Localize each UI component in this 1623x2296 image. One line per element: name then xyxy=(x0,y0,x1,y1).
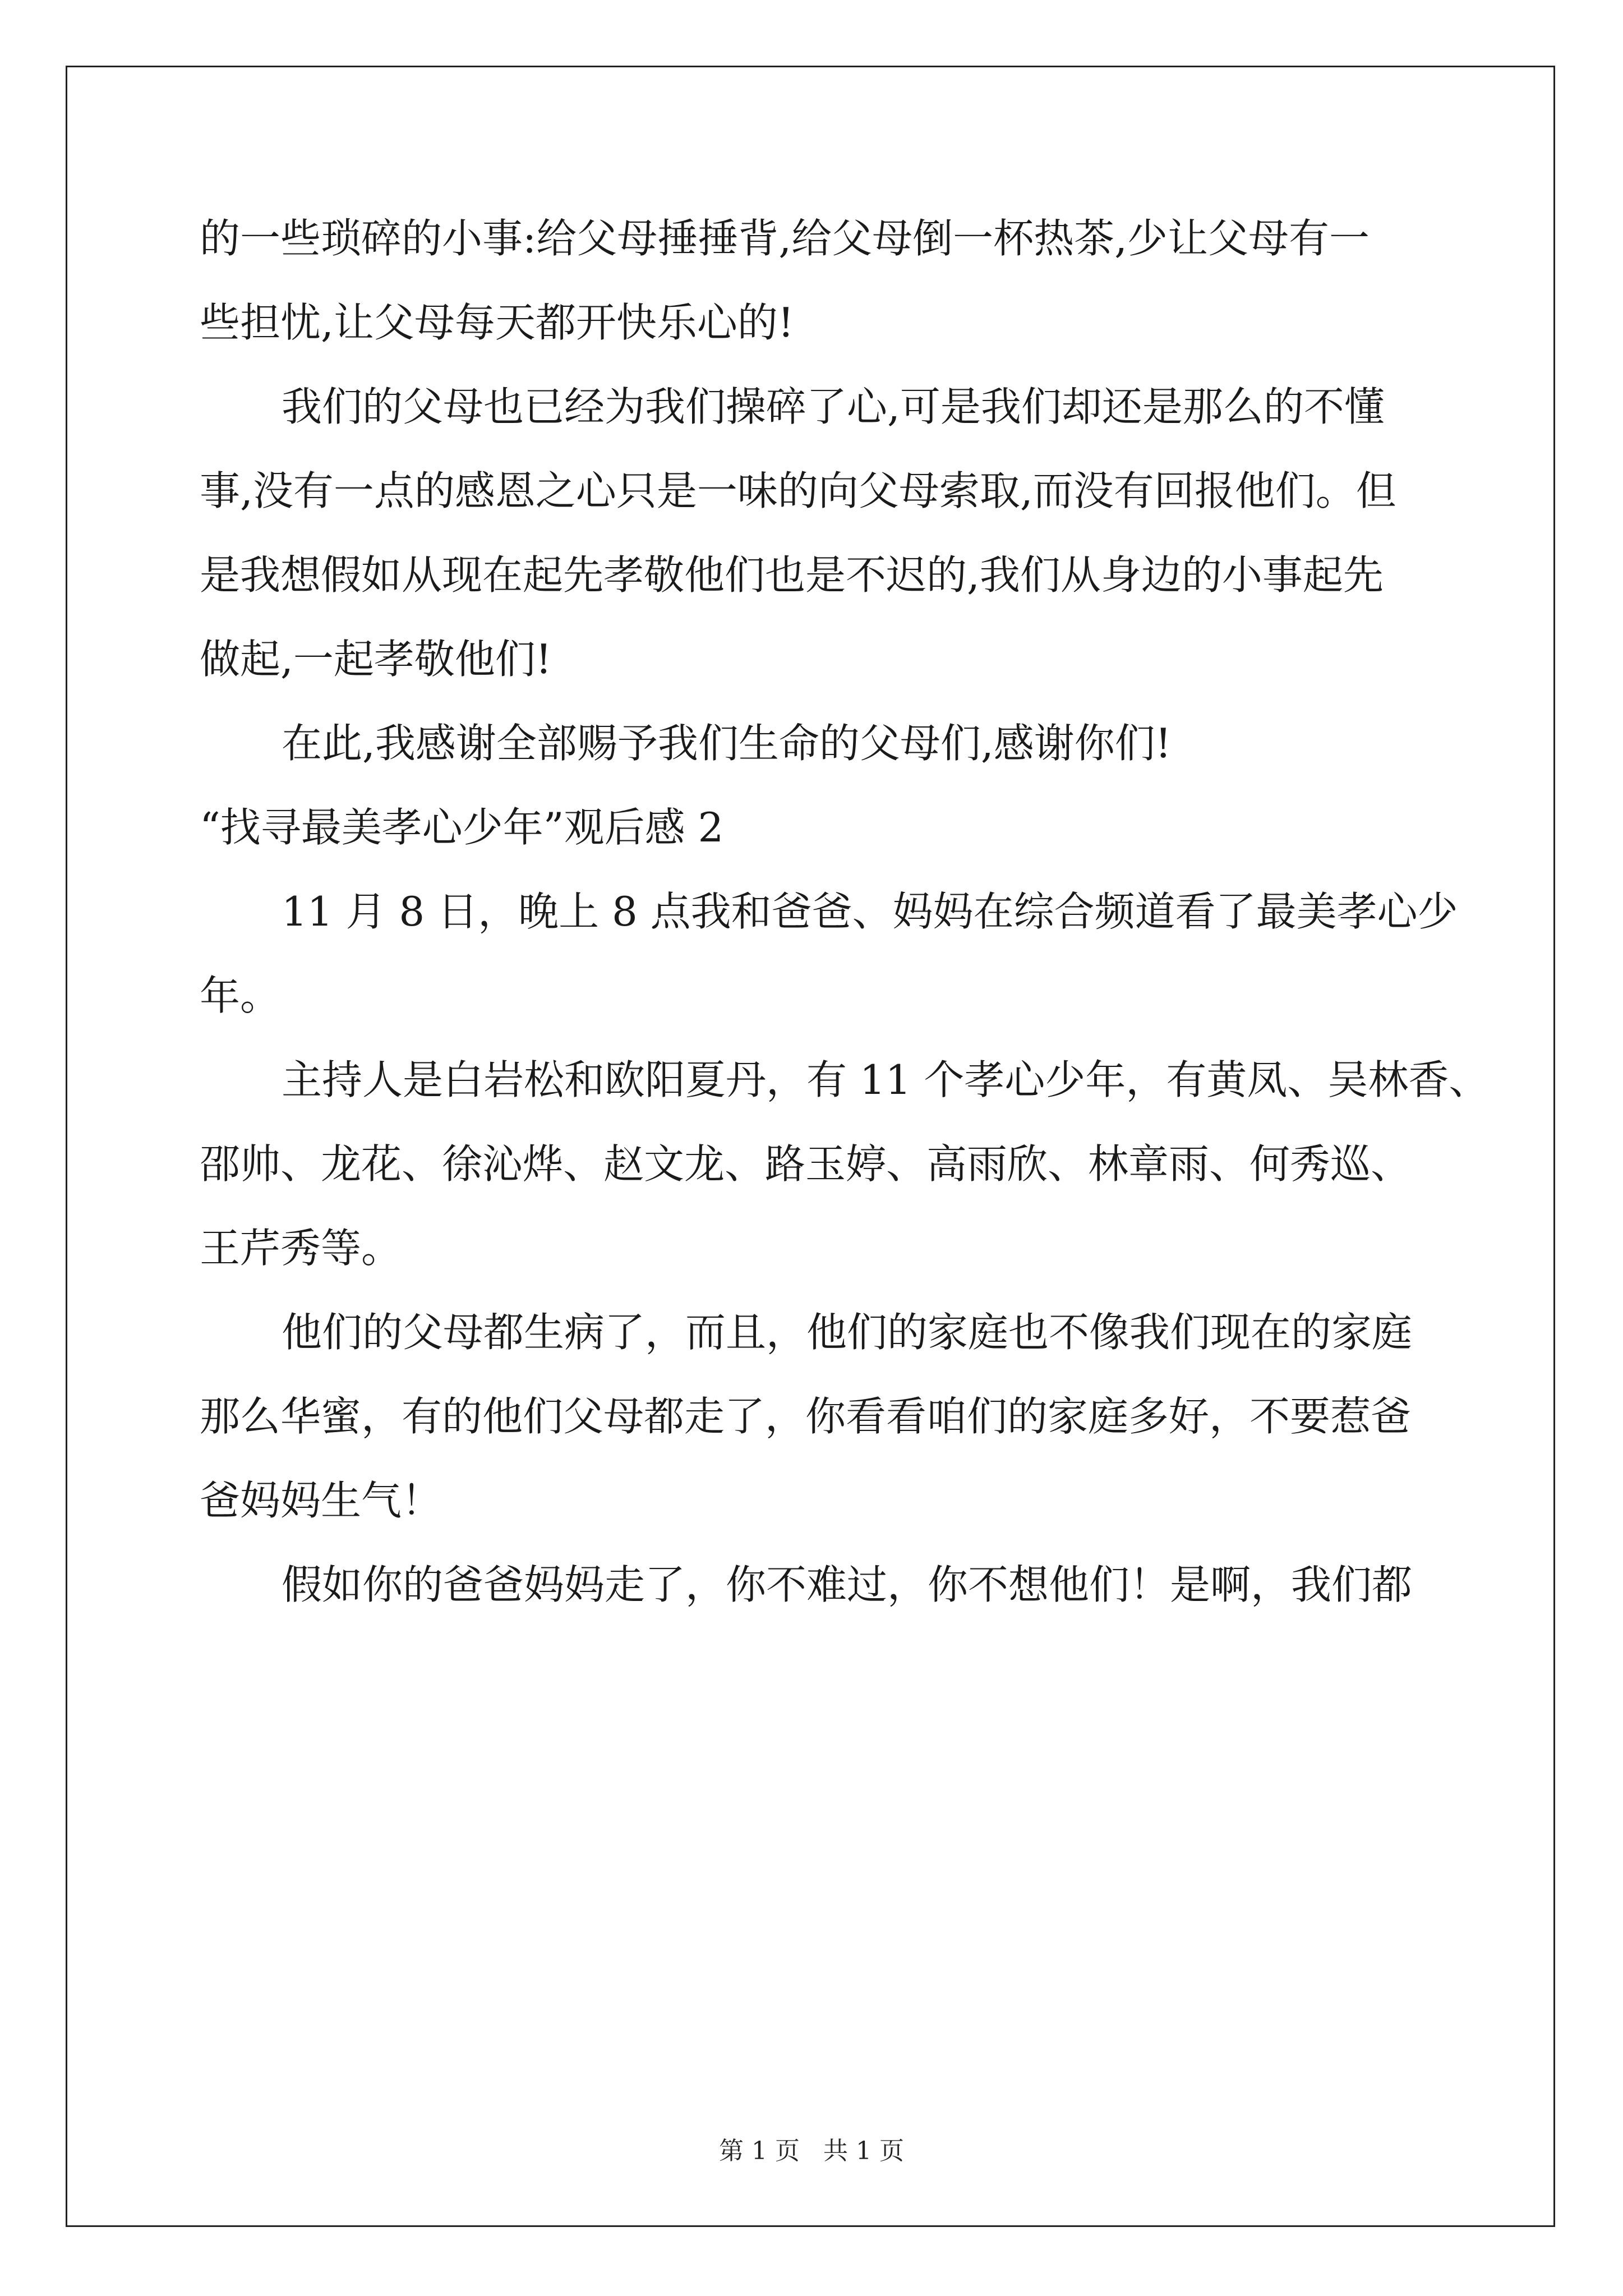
page-total: 共 1 页 xyxy=(823,2137,904,2165)
text-line: 年。 xyxy=(200,972,281,1019)
text-line: 爸妈妈生气！ xyxy=(200,1477,442,1524)
text-line: 那么华蜜，有的他们父母都走了，你看看咱们的家庭多好，不要惹爸 xyxy=(200,1393,1412,1440)
page-footer xyxy=(0,2131,1623,2166)
text-line: 事,没有一点的感恩之心只是一味的向父母索取,而没有回报他们。但 xyxy=(200,467,1396,514)
text-line-indented: 他们的父母都生病了，而且，他们的家庭也不像我们现在的家庭 xyxy=(282,1309,1413,1356)
page-number: 第 1 页 xyxy=(719,2137,800,2165)
text-line: 王芹秀等。 xyxy=(200,1225,402,1272)
text-line: 些担忧,让父母每天都开快乐心的! xyxy=(200,299,794,346)
text-line-indented: 我们的父母也已经为我们操碎了心,可是我们却还是那么的不懂 xyxy=(282,383,1385,430)
text-line: 邵帅、龙花、徐沁烨、赵文龙、路玉婷、高雨欣、林章雨、何秀巡、 xyxy=(200,1140,1412,1188)
text-line-indented: 11 月 8 日，晚上 8 点我和爸爸、妈妈在综合频道看了最美孝心少 xyxy=(282,888,1458,935)
text-line: 的一些琐碎的小事:给父母捶捶背,给父母倒一杯热茶,少让父母有一 xyxy=(200,215,1370,262)
text-line-indented: 主持人是白岩松和欧阳夏丹，有 11 个孝心少年，有黄凤、吴林香、 xyxy=(282,1056,1490,1103)
section-heading: “找寻最美孝心少年”观后感 2 xyxy=(200,804,724,851)
text-line-indented: 在此,我感谢全部赐予我们生命的父母们,感谢你们! xyxy=(282,720,1172,767)
text-line: 做起,一起孝敬他们! xyxy=(200,636,552,683)
text-line-indented: 假如你的爸爸妈妈走了，你不难过，你不想他们！是啊，我们都 xyxy=(282,1561,1413,1608)
text-line: 是我想假如从现在起先孝敬他们也是不迟的,我们从身边的小事起先 xyxy=(200,551,1384,599)
